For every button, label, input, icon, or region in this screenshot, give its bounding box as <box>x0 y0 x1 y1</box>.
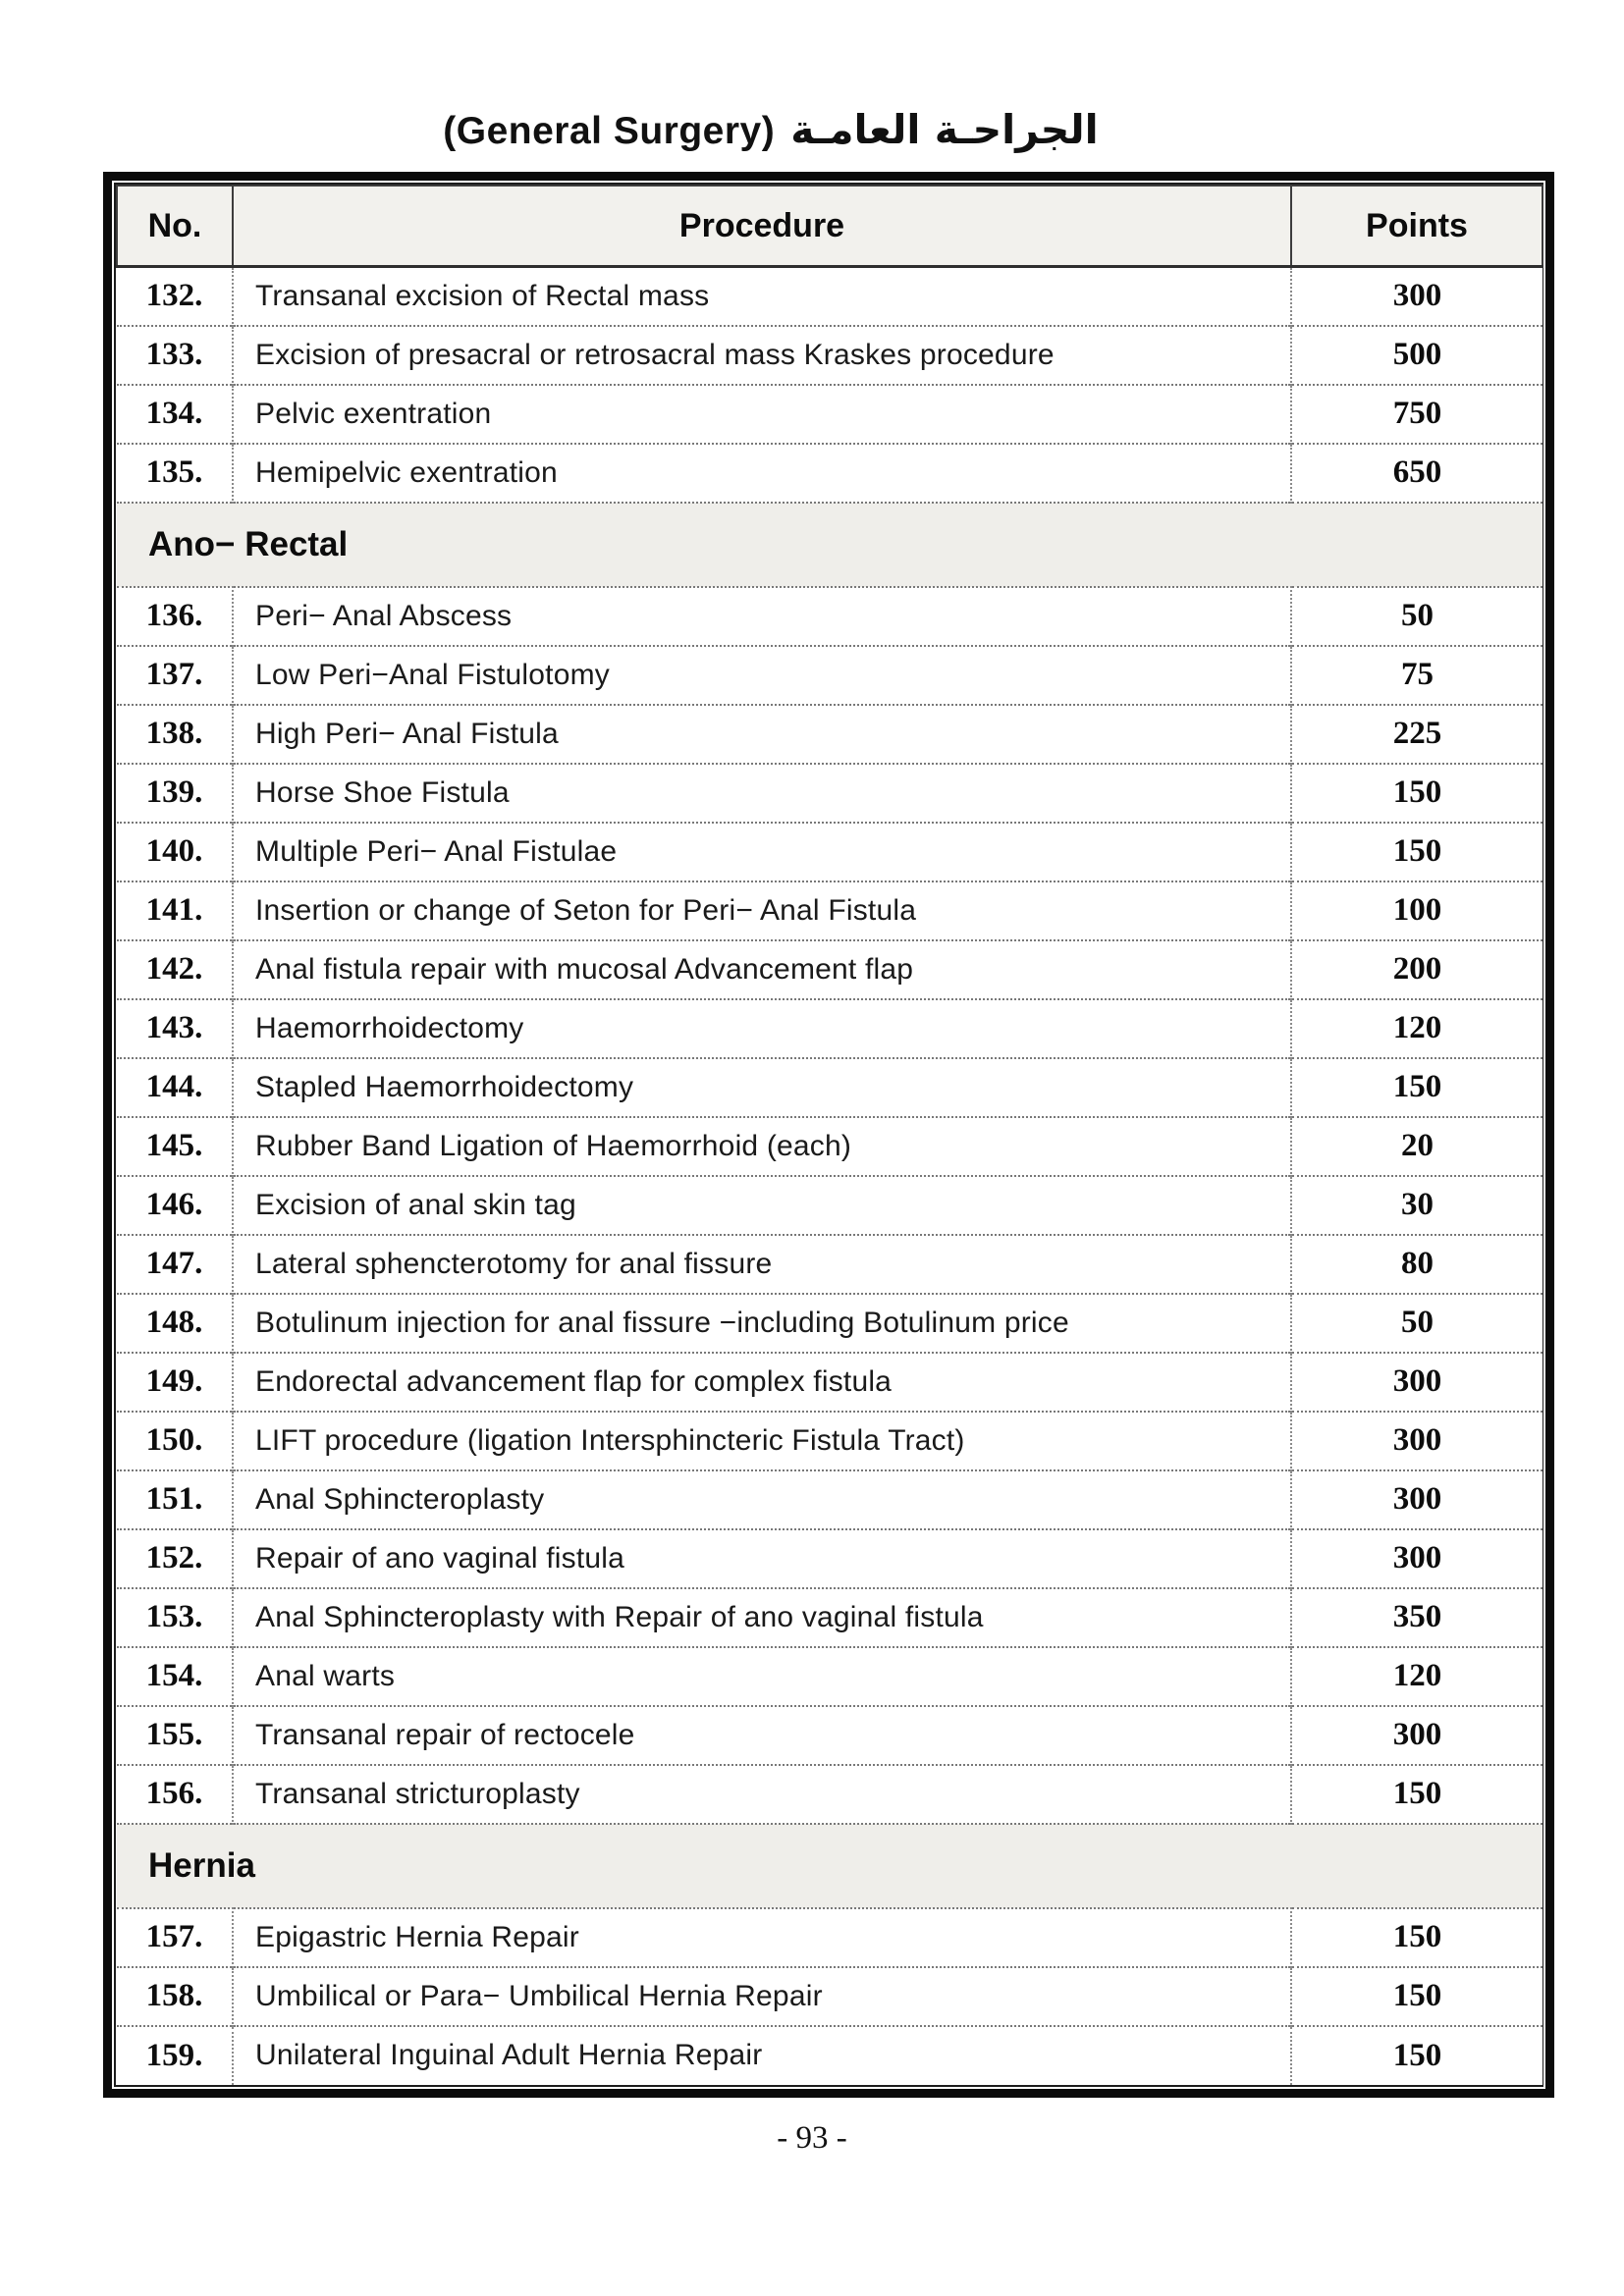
procedure-cell: Anal Sphincteroplasty with Repair of ano vaginal fistula <box>233 1588 1291 1647</box>
row-number-cell: 134. <box>117 385 233 444</box>
points-cell: 650 <box>1291 444 1543 503</box>
procedure-cell: Transanal repair of rectocele <box>233 1706 1291 1765</box>
row-number-cell: 158. <box>117 1967 233 2026</box>
procedure-cell: Pelvic exentration <box>233 385 1291 444</box>
table-row <box>117 1647 1543 1706</box>
row-number-cell: 139. <box>117 764 233 823</box>
procedure-cell: Rubber Band Ligation of Haemorrhoid (each) <box>233 1117 1291 1176</box>
table-row <box>117 1470 1543 1529</box>
procedure-cell: Haemorrhoidectomy <box>233 999 1291 1058</box>
table-row <box>117 999 1543 1058</box>
points-cell: 50 <box>1291 1294 1543 1353</box>
row-number-cell: 140. <box>117 823 233 881</box>
table-row <box>117 444 1543 503</box>
table-row <box>117 1967 1543 2026</box>
row-number-cell: 159. <box>117 2026 233 2085</box>
table-row <box>117 940 1543 999</box>
table-row <box>117 1706 1543 1765</box>
row-number-cell: 157. <box>117 1908 233 1967</box>
table-row <box>117 705 1543 764</box>
points-cell: 150 <box>1291 1967 1543 2026</box>
points-cell: 75 <box>1291 646 1543 705</box>
points-cell: 120 <box>1291 1647 1543 1706</box>
row-number-cell: 150. <box>117 1412 233 1470</box>
table-row <box>117 1412 1543 1470</box>
table-row <box>117 1235 1543 1294</box>
row-number-cell: 144. <box>117 1058 233 1117</box>
points-cell: 500 <box>1291 326 1543 385</box>
points-cell: 150 <box>1291 1908 1543 1967</box>
procedure-cell: Botulinum injection for anal fissure −including Botulinum price <box>233 1294 1291 1353</box>
row-number-cell: 148. <box>117 1294 233 1353</box>
procedure-cell: Anal Sphincteroplasty <box>233 1470 1291 1529</box>
row-number-cell: 133. <box>117 326 233 385</box>
points-cell: 150 <box>1291 764 1543 823</box>
page-number: - 93 - <box>777 2120 847 2156</box>
points-cell: 300 <box>1291 1706 1543 1765</box>
procedure-cell: Insertion or change of Seton for Peri− Anal Fistula <box>233 881 1291 940</box>
row-number-cell: 155. <box>117 1706 233 1765</box>
procedure-cell: Low Peri−Anal Fistulotomy <box>233 646 1291 705</box>
procedures-table <box>116 185 1543 2085</box>
column-header-points: Points <box>1291 186 1543 267</box>
table-row <box>117 1176 1543 1235</box>
table-header-row <box>117 186 1543 267</box>
row-number-cell: 145. <box>117 1117 233 1176</box>
points-cell: 150 <box>1291 823 1543 881</box>
procedure-cell: Peri− Anal Abscess <box>233 587 1291 646</box>
procedure-cell: Excision of presacral or retrosacral mass Kraskes procedure <box>233 326 1291 385</box>
column-header-no: No. <box>117 186 233 267</box>
points-cell: 150 <box>1291 1058 1543 1117</box>
table-row <box>117 881 1543 940</box>
table-row <box>117 646 1543 705</box>
points-cell: 200 <box>1291 940 1543 999</box>
points-cell: 300 <box>1291 1412 1543 1470</box>
procedure-cell: Multiple Peri− Anal Fistulae <box>233 823 1291 881</box>
procedure-cell: Lateral sphencterotomy for anal fissure <box>233 1235 1291 1294</box>
table-row <box>117 1117 1543 1176</box>
table-row <box>117 1294 1543 1353</box>
procedure-cell: Stapled Haemorrhoidectomy <box>233 1058 1291 1117</box>
points-cell: 300 <box>1291 267 1543 326</box>
table-row <box>117 385 1543 444</box>
table-row <box>117 1058 1543 1117</box>
row-number-cell: 156. <box>117 1765 233 1824</box>
table-row <box>117 267 1543 326</box>
row-number-cell: 146. <box>117 1176 233 1235</box>
row-number-cell: 138. <box>117 705 233 764</box>
row-number-cell: 136. <box>117 587 233 646</box>
procedure-cell: Unilateral Inguinal Adult Hernia Repair <box>233 2026 1291 2085</box>
table-row <box>117 326 1543 385</box>
points-cell: 150 <box>1291 2026 1543 2085</box>
procedure-cell: Anal fistula repair with mucosal Advancement flap <box>233 940 1291 999</box>
procedure-cell: Repair of ano vaginal fistula <box>233 1529 1291 1588</box>
procedure-cell: Epigastric Hernia Repair <box>233 1908 1291 1967</box>
row-number-cell: 149. <box>117 1353 233 1412</box>
procedures-table-frame <box>114 183 1543 2087</box>
page-title <box>0 106 1542 153</box>
points-cell: 750 <box>1291 385 1543 444</box>
row-number-cell: 147. <box>117 1235 233 1294</box>
procedure-cell: Transanal stricturoplasty <box>233 1765 1291 1824</box>
procedure-cell: LIFT procedure (ligation Intersphincteric Fistula Tract) <box>233 1412 1291 1470</box>
table-row <box>117 1908 1543 1967</box>
procedure-cell: Excision of anal skin tag <box>233 1176 1291 1235</box>
row-number-cell: 143. <box>117 999 233 1058</box>
procedure-cell: Umbilical or Para− Umbilical Hernia Repair <box>233 1967 1291 2026</box>
row-number-cell: 137. <box>117 646 233 705</box>
row-number-cell: 153. <box>117 1588 233 1647</box>
row-number-cell: 135. <box>117 444 233 503</box>
points-cell: 30 <box>1291 1176 1543 1235</box>
points-cell: 80 <box>1291 1235 1543 1294</box>
section-label: Ano− Rectal <box>117 503 1543 587</box>
table-row <box>117 823 1543 881</box>
row-number-cell: 142. <box>117 940 233 999</box>
table-row <box>117 1765 1543 1824</box>
table-row <box>117 764 1543 823</box>
points-cell: 100 <box>1291 881 1543 940</box>
points-cell: 225 <box>1291 705 1543 764</box>
procedure-cell: High Peri− Anal Fistula <box>233 705 1291 764</box>
table-row <box>117 1588 1543 1647</box>
procedure-cell: Hemipelvic exentration <box>233 444 1291 503</box>
row-number-cell: 141. <box>117 881 233 940</box>
points-cell: 300 <box>1291 1529 1543 1588</box>
row-number-cell: 154. <box>117 1647 233 1706</box>
section-label: Hernia <box>117 1824 1543 1908</box>
points-cell: 120 <box>1291 999 1543 1058</box>
section-row <box>117 1824 1543 1908</box>
table-row <box>117 2026 1543 2085</box>
points-cell: 50 <box>1291 587 1543 646</box>
table-row <box>117 1529 1543 1588</box>
procedure-cell: Horse Shoe Fistula <box>233 764 1291 823</box>
points-cell: 300 <box>1291 1470 1543 1529</box>
row-number-cell: 132. <box>117 267 233 326</box>
table-row <box>117 587 1543 646</box>
procedure-cell: Transanal excision of Rectal mass <box>233 267 1291 326</box>
column-header-procedure: Procedure <box>233 186 1291 267</box>
points-cell: 350 <box>1291 1588 1543 1647</box>
page-title-english: (General Surgery) <box>443 110 776 152</box>
page-title-arabic: الجراحـة العامـة <box>790 106 1099 153</box>
row-number-cell: 151. <box>117 1470 233 1529</box>
table-row <box>117 1353 1543 1412</box>
points-cell: 150 <box>1291 1765 1543 1824</box>
section-row <box>117 503 1543 587</box>
points-cell: 300 <box>1291 1353 1543 1412</box>
procedure-cell: Endorectal advancement flap for complex fistula <box>233 1353 1291 1412</box>
procedure-cell: Anal warts <box>233 1647 1291 1706</box>
row-number-cell: 152. <box>117 1529 233 1588</box>
points-cell: 20 <box>1291 1117 1543 1176</box>
